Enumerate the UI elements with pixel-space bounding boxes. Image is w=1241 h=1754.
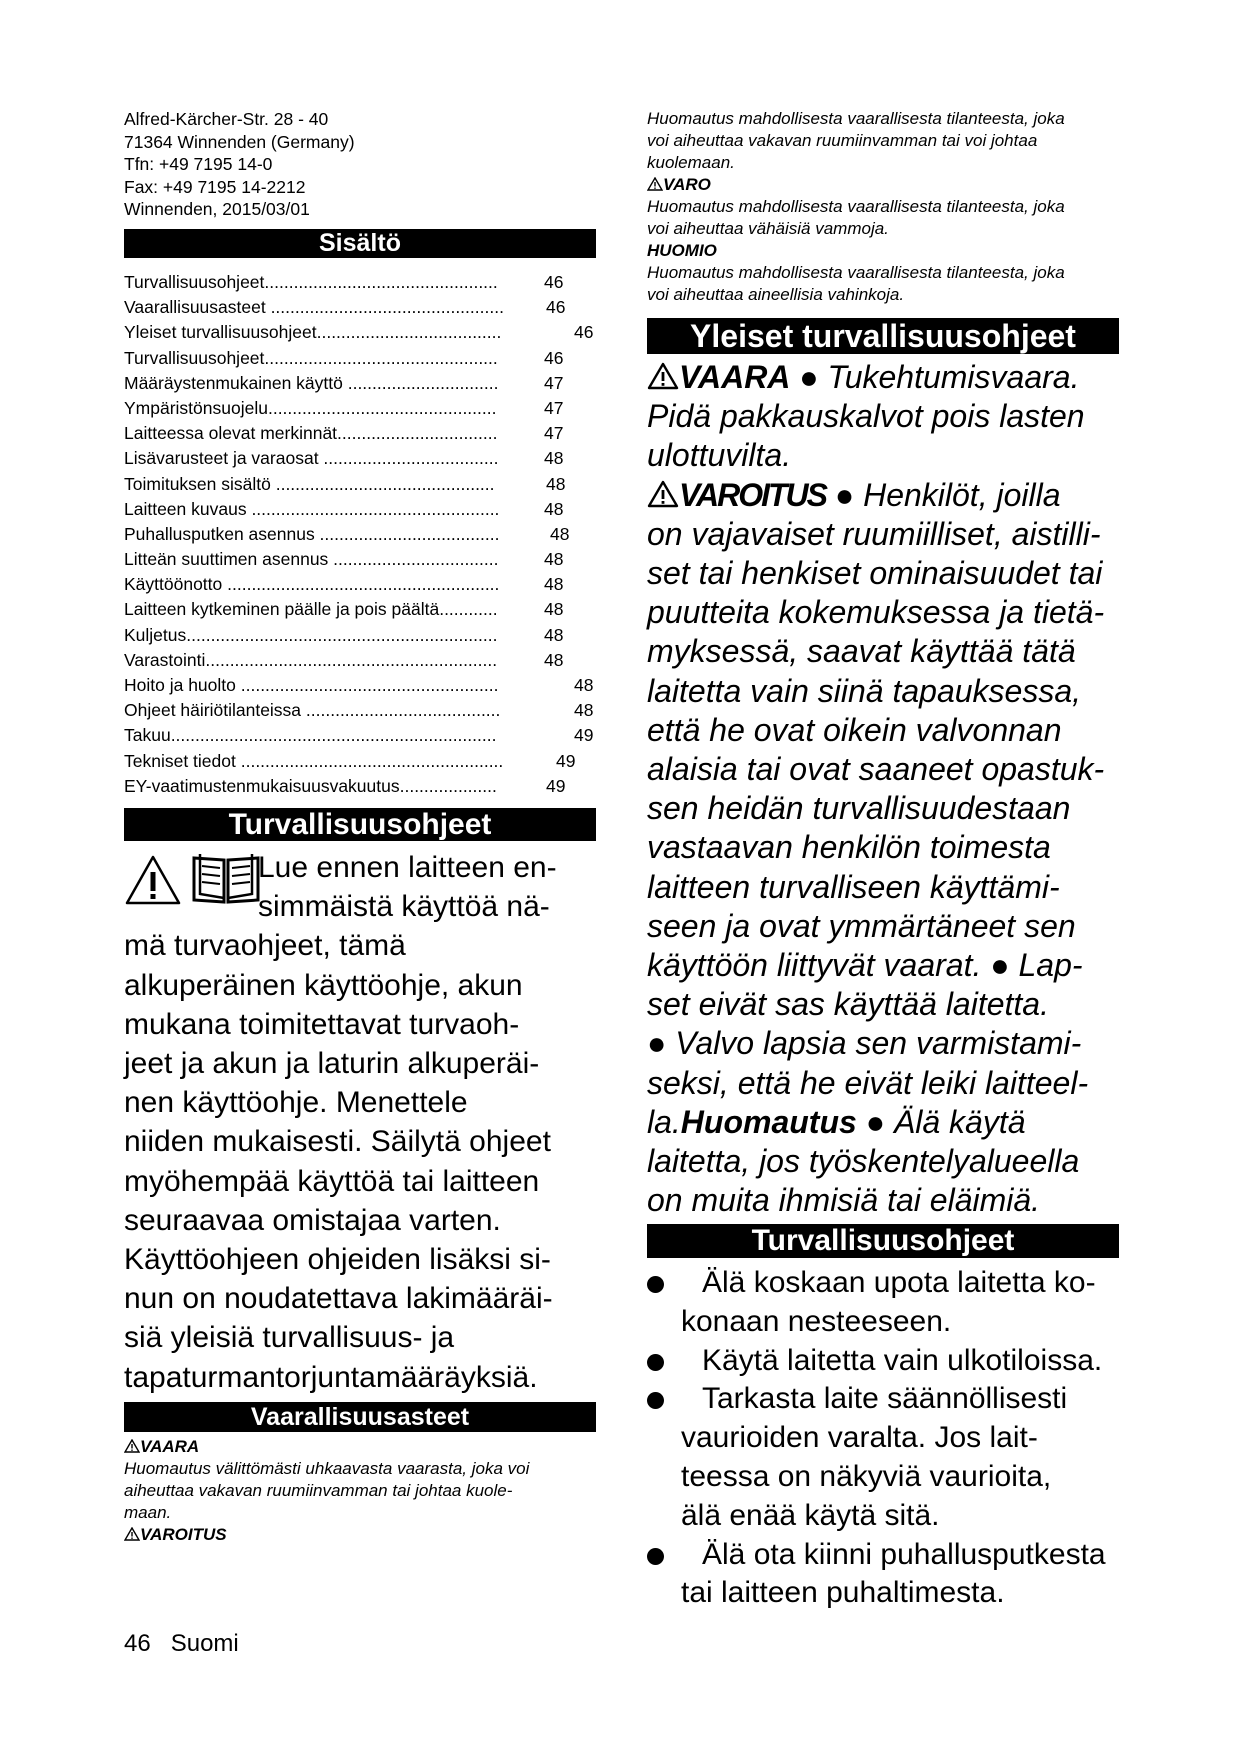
toc-item-page: 48: [546, 473, 566, 494]
toc-item[interactable]: [124, 346, 596, 371]
toc-item-page: 48: [544, 549, 564, 570]
toc-item[interactable]: [124, 749, 596, 774]
toc-item[interactable]: [124, 497, 596, 522]
toc-item-page: 48: [544, 599, 564, 620]
toc-item-title: Puhallusputken asennus .....................................: [124, 523, 500, 544]
hazard-text-line: Huomautus mahdollisesta vaarallisesta tilanteesta, joka: [647, 197, 1065, 216]
toc-item-page: 46: [546, 297, 566, 318]
address-line: Fax: +49 7195 14-2212: [124, 176, 306, 197]
toc-item-title: Vaarallisuusasteet ................................................: [124, 297, 504, 318]
text-line: [647, 1342, 1147, 1381]
text-line: set eivät sas käyttää laitetta.: [647, 986, 1049, 1023]
toc-item[interactable]: [124, 774, 596, 799]
warning-triangle-icon: [124, 1439, 140, 1453]
toc-item-title: Kuljetus................................................................: [124, 624, 498, 645]
text-line: nen käyttöohje. Menettele: [124, 1086, 468, 1120]
text-line: niiden mukaisesti. Säilytä ohjeet: [124, 1125, 551, 1159]
address-line: Alfred-Kärcher-Str. 28 - 40: [124, 109, 329, 129]
hazard-text-line: Huomautus mahdollisesta vaarallisesta tilanteesta, joka: [647, 109, 1065, 128]
warning-triangle-icon: [647, 177, 663, 191]
toc-item[interactable]: [124, 723, 596, 748]
toc-item[interactable]: [124, 270, 596, 295]
text-line: Käyttöohjeen ohjeiden lisäksi si-: [124, 1243, 551, 1277]
text-line: sen heidän turvallisuudestaan: [647, 790, 1071, 827]
text-line: nun on noudatettava lakimääräi-: [124, 1282, 553, 1316]
toc-item-title: Ohjeet häiriötilanteissa ........................................: [124, 700, 501, 721]
text-fragment: Käytä laitetta vain ulkotiloissa.: [702, 1343, 1103, 1377]
address-line: 71364 Winnenden (Germany): [124, 131, 355, 152]
toc-item-page: 48: [574, 675, 594, 695]
bullet-icon: [647, 1276, 664, 1293]
text-fragment: ● Tukehtumisvaara.: [790, 359, 1080, 395]
text-line: mä turvaohjeet, tämä: [124, 929, 406, 963]
warning-triangle-icon: [124, 1527, 140, 1541]
text-line: simmäistä käyttöä nä-: [258, 890, 550, 924]
table-of-contents: [124, 270, 596, 799]
hazard-label: [124, 1436, 529, 1458]
text-line: laitteen turvalliseen käyttämi-: [647, 868, 1060, 905]
list-item: [647, 1342, 1147, 1381]
toc-item[interactable]: [124, 572, 596, 597]
text-line: tai laitteen puhaltimesta.: [681, 1576, 1005, 1610]
text-line: vastaavan henkilön toimesta: [647, 829, 1051, 866]
toc-item-page: 46: [574, 322, 594, 343]
text-line: seen ja ovat ymmärtäneet sen: [647, 907, 1076, 944]
text-fragment: ● Henkilöt, joilla: [825, 476, 1061, 513]
text-line: [647, 1103, 1127, 1142]
toc-item-page: 48: [544, 448, 564, 469]
text-line: mukana toimitettavat turvaoh-: [124, 1007, 520, 1041]
toc-item-title: Turvallisuusohjeet................................................: [124, 272, 498, 292]
toc-item-page: 47: [544, 423, 564, 444]
safety-bullet-list: [647, 1264, 1147, 1613]
text-fragment: ● Älä käytä: [856, 1103, 1026, 1140]
toc-item-page: 48: [574, 700, 594, 721]
toc-item-page: 48: [544, 498, 564, 519]
toc-item-page: 47: [544, 372, 564, 393]
toc-item[interactable]: [124, 698, 596, 723]
toc-item-title: Laitteessa olevat merkinnät.................................: [124, 423, 498, 444]
address-line: Tfn: +49 7195 14-0: [124, 154, 273, 174]
toc-item[interactable]: [124, 472, 596, 497]
text-line: Lue ennen laitteen en-: [258, 851, 557, 884]
text-line: [647, 358, 1127, 397]
varoitus-label: VAROITUS: [140, 1525, 227, 1544]
text-line: puutteita kokemuksessa ja tietä-: [647, 594, 1105, 631]
hazard-text-line: Huomautus mahdollisesta vaarallisesta tilanteesta, joka: [647, 263, 1065, 282]
text-line: [647, 1536, 1147, 1575]
warning-triangle-icon: [647, 480, 679, 508]
text-line: että he ovat oikein valvonnan: [647, 711, 1062, 748]
list-item: [647, 1536, 1147, 1614]
toc-item[interactable]: [124, 597, 596, 622]
text-line: on muita ihmisiä tai eläimiä.: [647, 1182, 1041, 1219]
text-line: tapaturmantorjuntamääräyksiä.: [124, 1360, 538, 1394]
toc-item-title: Varastointi............................................................: [124, 649, 498, 670]
list-item: [647, 1380, 1147, 1535]
toc-item-page: 49: [556, 750, 576, 771]
text-line: vaurioiden varalta. Jos lait-: [681, 1421, 1038, 1455]
hazard-vaara-block: [124, 1436, 529, 1546]
list-item: [647, 1264, 1147, 1342]
text-line: jeet ja akun ja laturin alkuperäi-: [124, 1047, 540, 1081]
hazard-text-line: maan.: [124, 1503, 172, 1522]
toc-item-title: Hoito ja huolto .....................................................: [124, 675, 499, 695]
hazard-text-line: Huomautus välittömästi uhkaavasta vaarasta, joka voi: [124, 1459, 530, 1478]
toc-item[interactable]: [124, 421, 596, 446]
safety-intro-text: [124, 848, 604, 1397]
text-line: siä yleisiä turvallisuus- ja: [124, 1321, 455, 1355]
bullet-icon: [647, 1354, 664, 1371]
text-line: konaan nesteeseen.: [681, 1304, 952, 1338]
toc-item[interactable]: [124, 623, 596, 648]
toc-item-page: 48: [550, 523, 570, 544]
safety-heading: Turvallisuusohjeet: [124, 808, 596, 841]
huomio-label: HUOMIO: [647, 241, 717, 260]
toc-item-title: Laitteen kuvaus ...................................................: [124, 498, 500, 519]
hazard-label: [124, 1524, 529, 1546]
bullet-icon: [647, 1392, 664, 1409]
hazard-levels-heading: Vaarallisuusasteet: [124, 1402, 596, 1432]
toc-item[interactable]: [124, 648, 596, 673]
text-fragment: Älä koskaan upota laitetta ko-: [702, 1266, 1096, 1299]
text-line: seksi, että he eivät leiki laitteel-: [647, 1064, 1089, 1101]
toc-item[interactable]: [124, 371, 596, 396]
vaara-label: VAARA: [679, 359, 791, 395]
toc-item[interactable]: [124, 396, 596, 421]
toc-item-title: Litteän suuttimen asennus ..................................: [124, 549, 499, 570]
toc-item-title: Käyttöönotto ........................................................: [124, 574, 500, 595]
toc-item-title: Ympäristönsuojelu...............................................: [124, 397, 497, 418]
toc-item-page: 46: [544, 272, 564, 292]
vaara-label: VAARA: [140, 1437, 200, 1456]
text-line: älä enää käytä sitä.: [681, 1498, 940, 1532]
toc-item-title: Määräystenmukainen käyttö ...............................: [124, 372, 499, 393]
toc-item-page: 47: [544, 397, 564, 418]
text-line: set tai henkiset ominaisuudet tai: [647, 555, 1103, 592]
text-line: käyttöön liittyvät vaarat. ● Lap-: [647, 947, 1083, 984]
toc-item-title: Laitteen kytkeminen päälle ja pois päältä............: [124, 599, 498, 620]
hazard-label: [647, 174, 1065, 196]
toc-item-title: Tekniset tiedot ......................................................: [124, 750, 504, 771]
toc-heading: Sisältö: [124, 229, 596, 258]
toc-item[interactable]: [124, 522, 596, 547]
toc-item-page: 48: [544, 574, 564, 595]
toc-item[interactable]: [124, 295, 596, 320]
text-fragment: Älä ota kiinni puhallusputkesta: [702, 1537, 1106, 1571]
text-line: Pidä pakkauskalvot pois lasten: [647, 398, 1085, 435]
hazard-text-line: voi aiheuttaa vakavan ruumiinvamman tai voi johtaa: [647, 131, 1038, 150]
text-line: ulottuvilta.: [647, 437, 792, 474]
text-fragment: Tarkasta laite säännöllisesti: [702, 1382, 1068, 1416]
toc-item[interactable]: [124, 673, 596, 698]
toc-item[interactable]: [124, 547, 596, 572]
manufacturer-address: [124, 108, 355, 221]
text-line: alaisia tai ovat saaneet opastuk-: [647, 751, 1105, 788]
bullet-icon: [647, 1548, 664, 1565]
text-line: [647, 1264, 1147, 1303]
text-line: ● Valvo lapsia sen varmistami-: [647, 1025, 1082, 1062]
general-safety-text: [647, 358, 1127, 1220]
toc-item-title: Yleiset turvallisuusohjeet......................................: [124, 322, 502, 343]
safety-instructions-heading: Turvallisuusohjeet: [647, 1224, 1119, 1258]
toc-item-page: 48: [544, 649, 564, 670]
hazard-text-line: voi aiheuttaa aineellisia vahinkoja.: [647, 285, 905, 304]
toc-item-page: 49: [546, 775, 566, 796]
text-line: myöhempää käyttöä tai laitteen: [124, 1164, 540, 1198]
varo-label: VARO: [663, 175, 711, 194]
huomautus-label: Huomautus: [680, 1103, 857, 1140]
text-line: laitetta, jos työskentelyalueella: [647, 1143, 1080, 1180]
footer-language: Suomi: [170, 1630, 239, 1657]
general-safety-heading: Yleiset turvallisuusohjeet: [647, 318, 1119, 354]
toc-item-title: EY-vaatimustenmukaisuusvakuutus....................: [124, 775, 497, 796]
page-footer: [124, 1630, 239, 1658]
text-line: seuraavaa omistajaa varten.: [124, 1203, 501, 1237]
text-line: [647, 1380, 1147, 1419]
toc-item-page: 46: [544, 347, 564, 368]
toc-item-title: Turvallisuusohjeet................................................: [124, 347, 498, 368]
text-line: on vajavaiset ruumiilliset, aistilli-: [647, 515, 1101, 552]
toc-item[interactable]: [124, 446, 596, 471]
page-number: 46: [124, 1630, 151, 1657]
toc-item-title: Lisävarusteet ja varaosat ....................................: [124, 448, 499, 469]
hazard-text-line: kuolemaan.: [647, 153, 735, 172]
text-line: laitetta vain siinä tapauksessa,: [647, 672, 1082, 709]
toc-item-title: Toimituksen sisältö .............................................: [124, 473, 495, 494]
text-line: alkuperäinen käyttöohje, akun: [124, 968, 523, 1002]
hazard-text-line: aiheuttaa vakavan ruumiinvamman tai johtaa kuole-: [124, 1481, 513, 1500]
text-line: myksessä, saavat käyttää tätä: [647, 633, 1076, 670]
toc-item-page: 48: [544, 624, 564, 645]
hazard-text-line: voi aiheuttaa vähäisiä vammoja.: [647, 219, 889, 238]
hazard-continued: [647, 108, 1065, 306]
warning-triangle-icon: [647, 362, 679, 390]
text-line: [647, 476, 1127, 515]
text-fragment: la.: [647, 1103, 681, 1140]
text-line: teessa on näkyviä vaurioita,: [681, 1459, 1052, 1493]
toc-item-page: 49: [574, 725, 594, 746]
toc-item-title: Takuu...................................................................: [124, 725, 497, 746]
toc-item[interactable]: [124, 320, 596, 345]
address-line: Winnenden, 2015/03/01: [124, 199, 310, 219]
varoitus-label: VAROITUS: [679, 476, 826, 513]
